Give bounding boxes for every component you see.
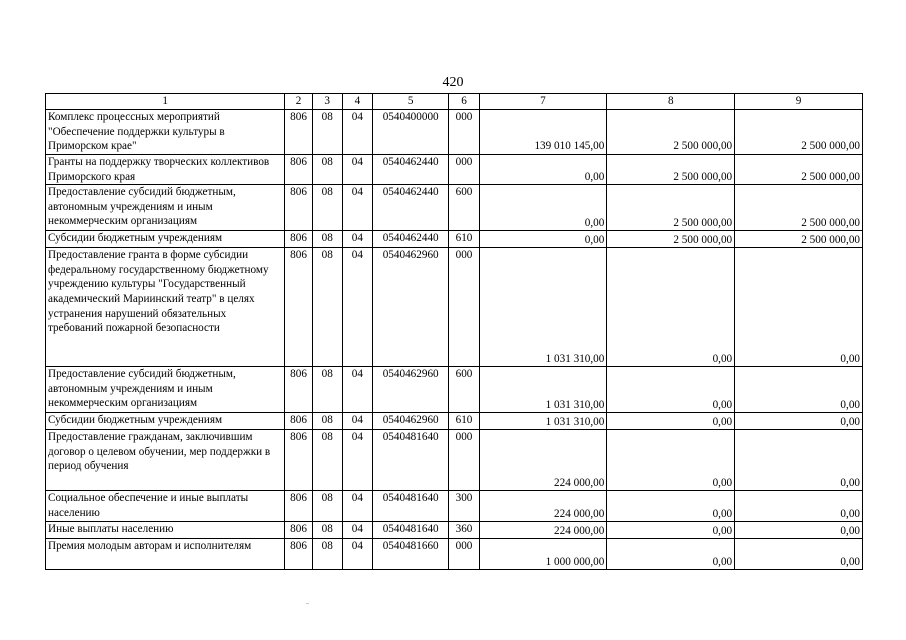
row-expense-type-code: 600 — [449, 367, 479, 413]
row-subsection-code: 04 — [342, 110, 372, 155]
row-expense-type-code: 300 — [449, 491, 479, 522]
table-row — [46, 539, 863, 570]
row-name: Предоставление субсидий бюджетным, автономным учреждениям и иным некоммерческим организациям — [46, 185, 285, 231]
row-amount-col8: 0,00 — [607, 248, 735, 367]
table-row — [46, 413, 863, 430]
row-name: Субсидии бюджетным учреждениям — [46, 413, 285, 430]
row-amount-col8: 0,00 — [607, 522, 735, 539]
row-target-code: 0540481640 — [372, 522, 448, 539]
scan-artifact — [306, 603, 309, 604]
row-section-code: 08 — [312, 522, 342, 539]
row-amount-col8: 2 500 000,00 — [607, 185, 735, 231]
column-header: 8 — [607, 94, 735, 110]
budget-table — [45, 93, 863, 570]
row-target-code: 0540481640 — [372, 491, 448, 522]
row-target-code: 0540462960 — [372, 413, 448, 430]
row-target-code: 0540462960 — [372, 248, 448, 367]
row-amount-col9: 0,00 — [735, 430, 863, 491]
row-amount-col7: 1 031 310,00 — [479, 248, 607, 367]
row-amount-col9: 0,00 — [735, 367, 863, 413]
row-amount-col7: 0,00 — [479, 185, 607, 231]
row-name: Предоставление гранта в форме субсидии федеральному государственному бюджетному учреждению культуры "Государственный академический Мариинский театр" в целях устранения нарушений обязательных требований пожарной безопасности — [46, 248, 285, 367]
row-amount-col8: 0,00 — [607, 491, 735, 522]
row-amount-col8: 0,00 — [607, 539, 735, 570]
row-ministry-code: 806 — [285, 367, 312, 413]
column-header: 9 — [735, 94, 863, 110]
row-ministry-code: 806 — [285, 430, 312, 491]
column-header: 2 — [285, 94, 312, 110]
row-amount-col8: 0,00 — [607, 413, 735, 430]
row-section-code: 08 — [312, 491, 342, 522]
row-name: Предоставление гражданам, заключившим договор о целевом обучении, мер поддержки в период обучения — [46, 430, 285, 491]
row-amount-col9: 0,00 — [735, 539, 863, 570]
row-ministry-code: 806 — [285, 110, 312, 155]
row-name: Премия молодым авторам и исполнителям — [46, 539, 285, 570]
row-target-code: 0540400000 — [372, 110, 448, 155]
row-amount-col8: 0,00 — [607, 430, 735, 491]
table-row — [46, 185, 863, 231]
table-row — [46, 430, 863, 491]
row-amount-col9: 2 500 000,00 — [735, 110, 863, 155]
row-ministry-code: 806 — [285, 155, 312, 185]
table-row — [46, 248, 863, 367]
row-section-code: 08 — [312, 110, 342, 155]
row-subsection-code: 04 — [342, 185, 372, 231]
column-header: 7 — [479, 94, 607, 110]
row-subsection-code: 04 — [342, 231, 372, 248]
row-ministry-code: 806 — [285, 491, 312, 522]
row-amount-col9: 0,00 — [735, 413, 863, 430]
row-amount-col7: 0,00 — [479, 155, 607, 185]
row-amount-col9: 0,00 — [735, 248, 863, 367]
row-subsection-code: 04 — [342, 430, 372, 491]
row-section-code: 08 — [312, 155, 342, 185]
column-header: 6 — [449, 94, 479, 110]
row-amount-col7: 1 000 000,00 — [479, 539, 607, 570]
row-amount-col7: 0,00 — [479, 231, 607, 248]
column-header: 5 — [372, 94, 448, 110]
table-row — [46, 155, 863, 185]
row-amount-col8: 2 500 000,00 — [607, 155, 735, 185]
column-header: 4 — [342, 94, 372, 110]
row-amount-col9: 2 500 000,00 — [735, 155, 863, 185]
row-amount-col9: 0,00 — [735, 491, 863, 522]
row-amount-col9: 0,00 — [735, 522, 863, 539]
row-ministry-code: 806 — [285, 413, 312, 430]
row-section-code: 08 — [312, 539, 342, 570]
row-section-code: 08 — [312, 185, 342, 231]
row-subsection-code: 04 — [342, 248, 372, 367]
row-expense-type-code: 000 — [449, 248, 479, 367]
row-expense-type-code: 600 — [449, 185, 479, 231]
row-ministry-code: 806 — [285, 522, 312, 539]
row-subsection-code: 04 — [342, 155, 372, 185]
row-target-code: 0540462440 — [372, 231, 448, 248]
row-ministry-code: 806 — [285, 185, 312, 231]
row-ministry-code: 806 — [285, 539, 312, 570]
row-section-code: 08 — [312, 430, 342, 491]
row-amount-col7: 139 010 145,00 — [479, 110, 607, 155]
row-expense-type-code: 610 — [449, 413, 479, 430]
row-name: Иные выплаты населению — [46, 522, 285, 539]
row-subsection-code: 04 — [342, 367, 372, 413]
row-amount-col8: 0,00 — [607, 367, 735, 413]
row-name: Субсидии бюджетным учреждениям — [46, 231, 285, 248]
table-header-row — [46, 94, 863, 110]
row-target-code: 0540462440 — [372, 185, 448, 231]
column-header: 3 — [312, 94, 342, 110]
row-target-code: 0540481660 — [372, 539, 448, 570]
row-subsection-code: 04 — [342, 522, 372, 539]
row-amount-col9: 2 500 000,00 — [735, 185, 863, 231]
row-name: Гранты на поддержку творческих коллективов Приморского края — [46, 155, 285, 185]
row-expense-type-code: 610 — [449, 231, 479, 248]
table-row — [46, 231, 863, 248]
row-expense-type-code: 000 — [449, 155, 479, 185]
row-target-code: 0540462440 — [372, 155, 448, 185]
row-ministry-code: 806 — [285, 248, 312, 367]
row-subsection-code: 04 — [342, 539, 372, 570]
row-amount-col7: 224 000,00 — [479, 491, 607, 522]
row-expense-type-code: 000 — [449, 539, 479, 570]
row-name: Предоставление субсидий бюджетным, автономным учреждениям и иным некоммерческим организациям — [46, 367, 285, 413]
row-target-code: 0540462960 — [372, 367, 448, 413]
row-target-code: 0540481640 — [372, 430, 448, 491]
row-amount-col7: 224 000,00 — [479, 430, 607, 491]
row-section-code: 08 — [312, 413, 342, 430]
page-number: 420 — [442, 75, 464, 90]
table-row — [46, 491, 863, 522]
table-row — [46, 110, 863, 155]
table-row — [46, 522, 863, 539]
row-amount-col7: 1 031 310,00 — [479, 413, 607, 430]
row-expense-type-code: 000 — [449, 430, 479, 491]
column-header: 1 — [46, 94, 285, 110]
row-name: Комплекс процессных мероприятий "Обеспечение поддержки культуры в Приморском крае" — [46, 110, 285, 155]
row-amount-col7: 1 031 310,00 — [479, 367, 607, 413]
table-row — [46, 367, 863, 413]
row-expense-type-code: 360 — [449, 522, 479, 539]
row-amount-col8: 2 500 000,00 — [607, 231, 735, 248]
row-amount-col7: 224 000,00 — [479, 522, 607, 539]
row-amount-col9: 2 500 000,00 — [735, 231, 863, 248]
row-amount-col8: 2 500 000,00 — [607, 110, 735, 155]
row-section-code: 08 — [312, 248, 342, 367]
row-ministry-code: 806 — [285, 231, 312, 248]
row-name: Социальное обеспечение и иные выплаты населению — [46, 491, 285, 522]
row-section-code: 08 — [312, 367, 342, 413]
row-subsection-code: 04 — [342, 491, 372, 522]
row-subsection-code: 04 — [342, 413, 372, 430]
row-section-code: 08 — [312, 231, 342, 248]
row-expense-type-code: 000 — [449, 110, 479, 155]
